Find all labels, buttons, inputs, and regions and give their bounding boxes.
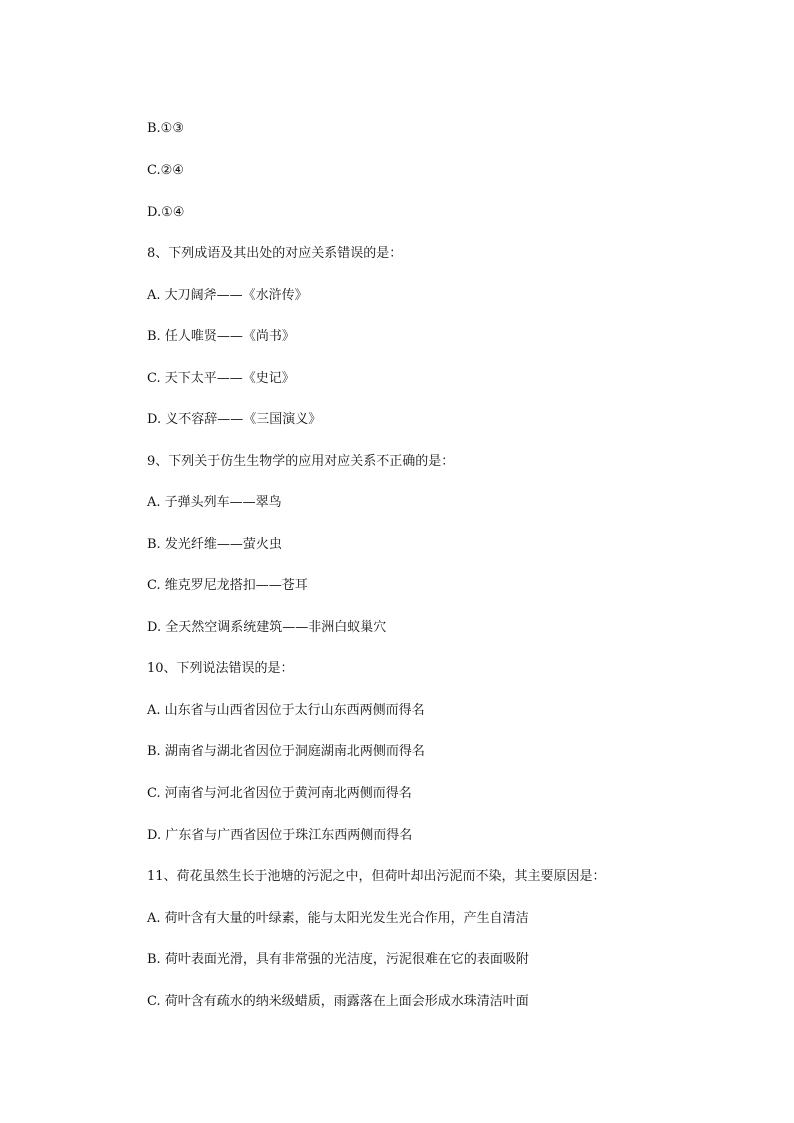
option-7c: C.②④ [147, 163, 184, 178]
option-9c: C. 维克罗尼龙搭扣——苍耳 [147, 578, 308, 593]
option-11a: A. 荷叶含有大量的叶绿素，能与太阳光发生光合作用，产生自清洁 [147, 911, 529, 926]
question-11: 11、荷花虽然生长于池塘的污泥之中，但荷叶却出污泥而不染，其主要原因是： [147, 869, 606, 884]
option-10b: B. 湖南省与湖北省因位于洞庭湖南北两侧而得名 [147, 744, 425, 759]
option-10c: C. 河南省与河北省因位于黄河南北两侧而得名 [147, 786, 412, 801]
option-7b: B.①③ [147, 121, 184, 136]
option-8b: B. 任人唯贤——《尚书》 [147, 329, 295, 344]
option-9b: B. 发光纤维——萤火虫 [147, 537, 282, 552]
option-8a: A. 大刀阔斧——《水浒传》 [147, 288, 308, 303]
option-10d: D. 广东省与广西省因位于珠江东西两侧而得名 [147, 828, 413, 843]
question-8: 8、下列成语及其出处的对应关系错误的是： [147, 246, 403, 261]
option-9d: D. 全天然空调系统建筑——非洲白蚁巢穴 [147, 620, 387, 635]
option-8c: C. 天下太平——《史记》 [147, 371, 295, 386]
option-8d: D. 义不容辞——《三国演义》 [147, 412, 322, 427]
question-9: 9、下列关于仿生生物学的应用对应关系不正确的是： [147, 454, 455, 469]
question-10: 10、下列说法错误的是： [147, 661, 294, 676]
option-11c: C. 荷叶含有疏水的纳米级蜡质，雨露落在上面会形成水珠清洁叶面 [147, 994, 529, 1009]
option-7d: D.①④ [147, 205, 185, 220]
option-11b: B. 荷叶表面光滑，具有非常强的光洁度，污泥很难在它的表面吸附 [147, 952, 529, 967]
option-10a: A. 山东省与山西省因位于太行山东西两侧而得名 [147, 703, 425, 718]
option-9a: A. 子弹头列车——翠鸟 [147, 495, 282, 510]
